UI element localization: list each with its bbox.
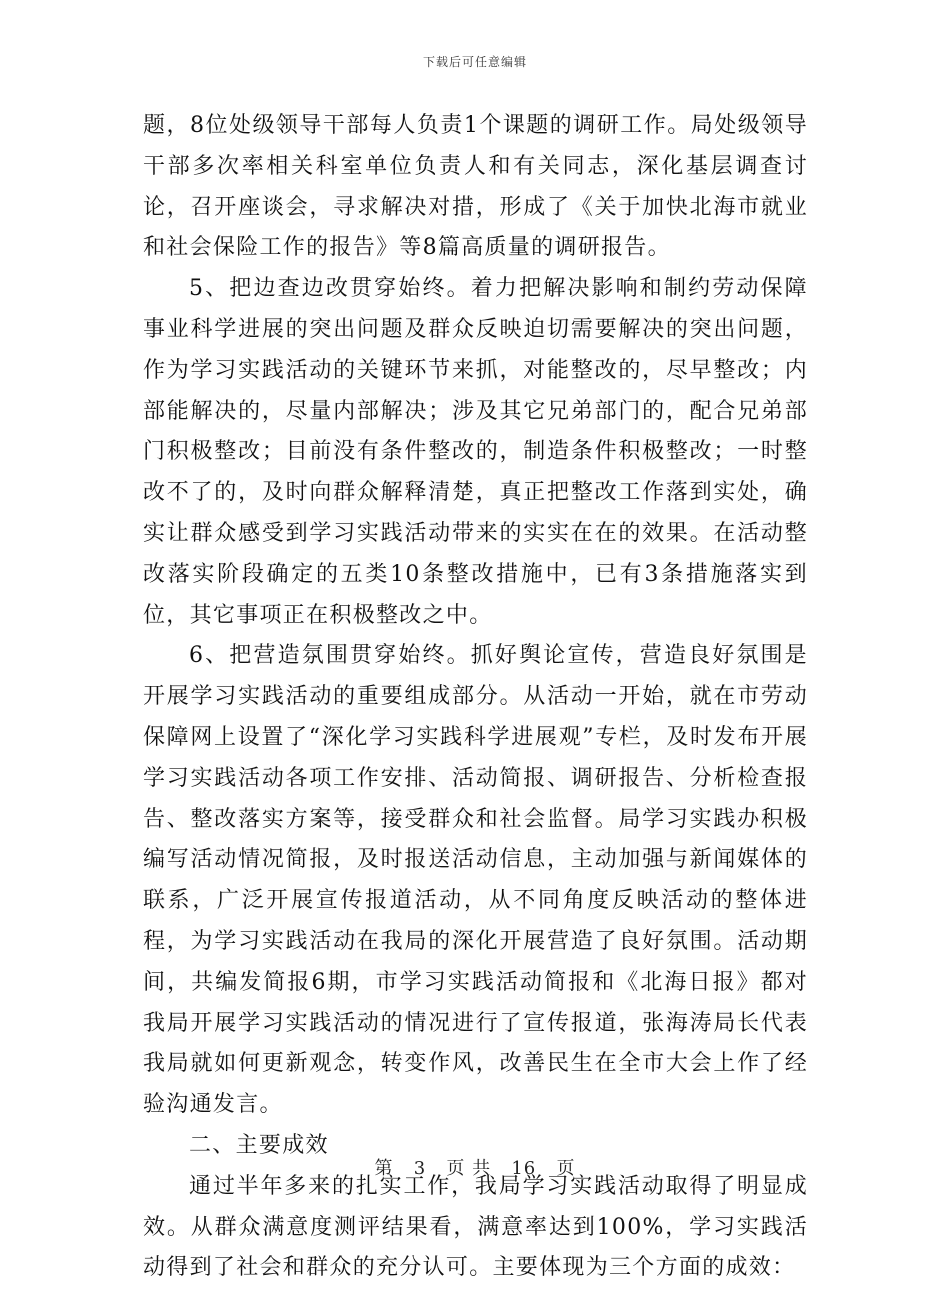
footer-prefix: 第 xyxy=(374,1158,394,1179)
paragraph-item-6-atmosphere: 6、把营造氛围贯穿始终。抓好舆论宣传，营造良好氛围是开展学习实践活动的重要组成部分。从活动一开始，就在市劳动保障网上设置了“深化学习实践科学进展观”专栏，及时发布开展学习实践活动各项工作安排、活动简报、调研报告、分析检查报告、整改落实方案等，接受群众和社会监督。局学习实践办积极编写活动情况简报，及时报送活动信息，主动加强与新闻媒体的联系，广泛开展宣传报道活动，从不同角度反映活动的整体进程，为学习实践活动在我局的深化开展营造了良好氛围。活动期间，共编发简报6期，市学习实践活动简报和《北海日报》都对我局开展学习实践活动的情况进行了宣传报道，张海涛局长代表我局就如何更新观念，转变作风，改善民生在全市大会上作了经验沟通发言。 xyxy=(143,643,808,1118)
section-heading-main-results: 二、主要成效 xyxy=(189,1132,329,1158)
document-body xyxy=(143,106,808,1289)
page-footer xyxy=(0,1154,950,1180)
paragraph-continued-research: 题，8位处级领导干部每人负责1个课题的调研工作。局处级领导干部多次率相关科室单位负责人和有关同志，深化基层调查讨论，召开座谈会，寻求解决对措，形成了《关于加快北海市就业和社会保险工作的报告》等8篇高质量的调研报告。 xyxy=(143,113,808,261)
paragraph-item-5-rectification: 5、把边查边改贯穿始终。着力把解决影响和制约劳动保障事业科学进展的突出问题及群众反映迫切需要解决的突出问题，作为学习实践活动的关键环节来抓，对能整改的，尽早整改；内部能解决的，尽量内部解决；涉及其它兄弟部门的，配合兄弟部门积极整改；目前没有条件整改的，制造条件积极整改；一时整改不了的，及时向群众解释清楚，真正把整改工作落到实处，确实让群众感受到学习实践活动带来的实实在在的效果。在活动整改落实阶段确定的五类10条整改措施中，已有3条措施落实到位，其它事项正在积极整改之中。 xyxy=(143,276,808,628)
footer-page-number: 3 xyxy=(413,1158,427,1179)
page-header: 下载后可任意编辑 xyxy=(422,55,527,69)
paragraph-results-summary: 通过半年多来的扎实工作，我局学习实践活动取得了明显成效。从群众满意度测评结果看，满意率达到100%，学习实践活动得到了社会和群众的充分认可。主要体现为三个方面的成效： xyxy=(143,1173,808,1281)
footer-middle: 页 共 xyxy=(446,1158,492,1179)
footer-total-pages: 16 xyxy=(511,1158,537,1179)
footer-suffix: 页 xyxy=(556,1158,576,1179)
